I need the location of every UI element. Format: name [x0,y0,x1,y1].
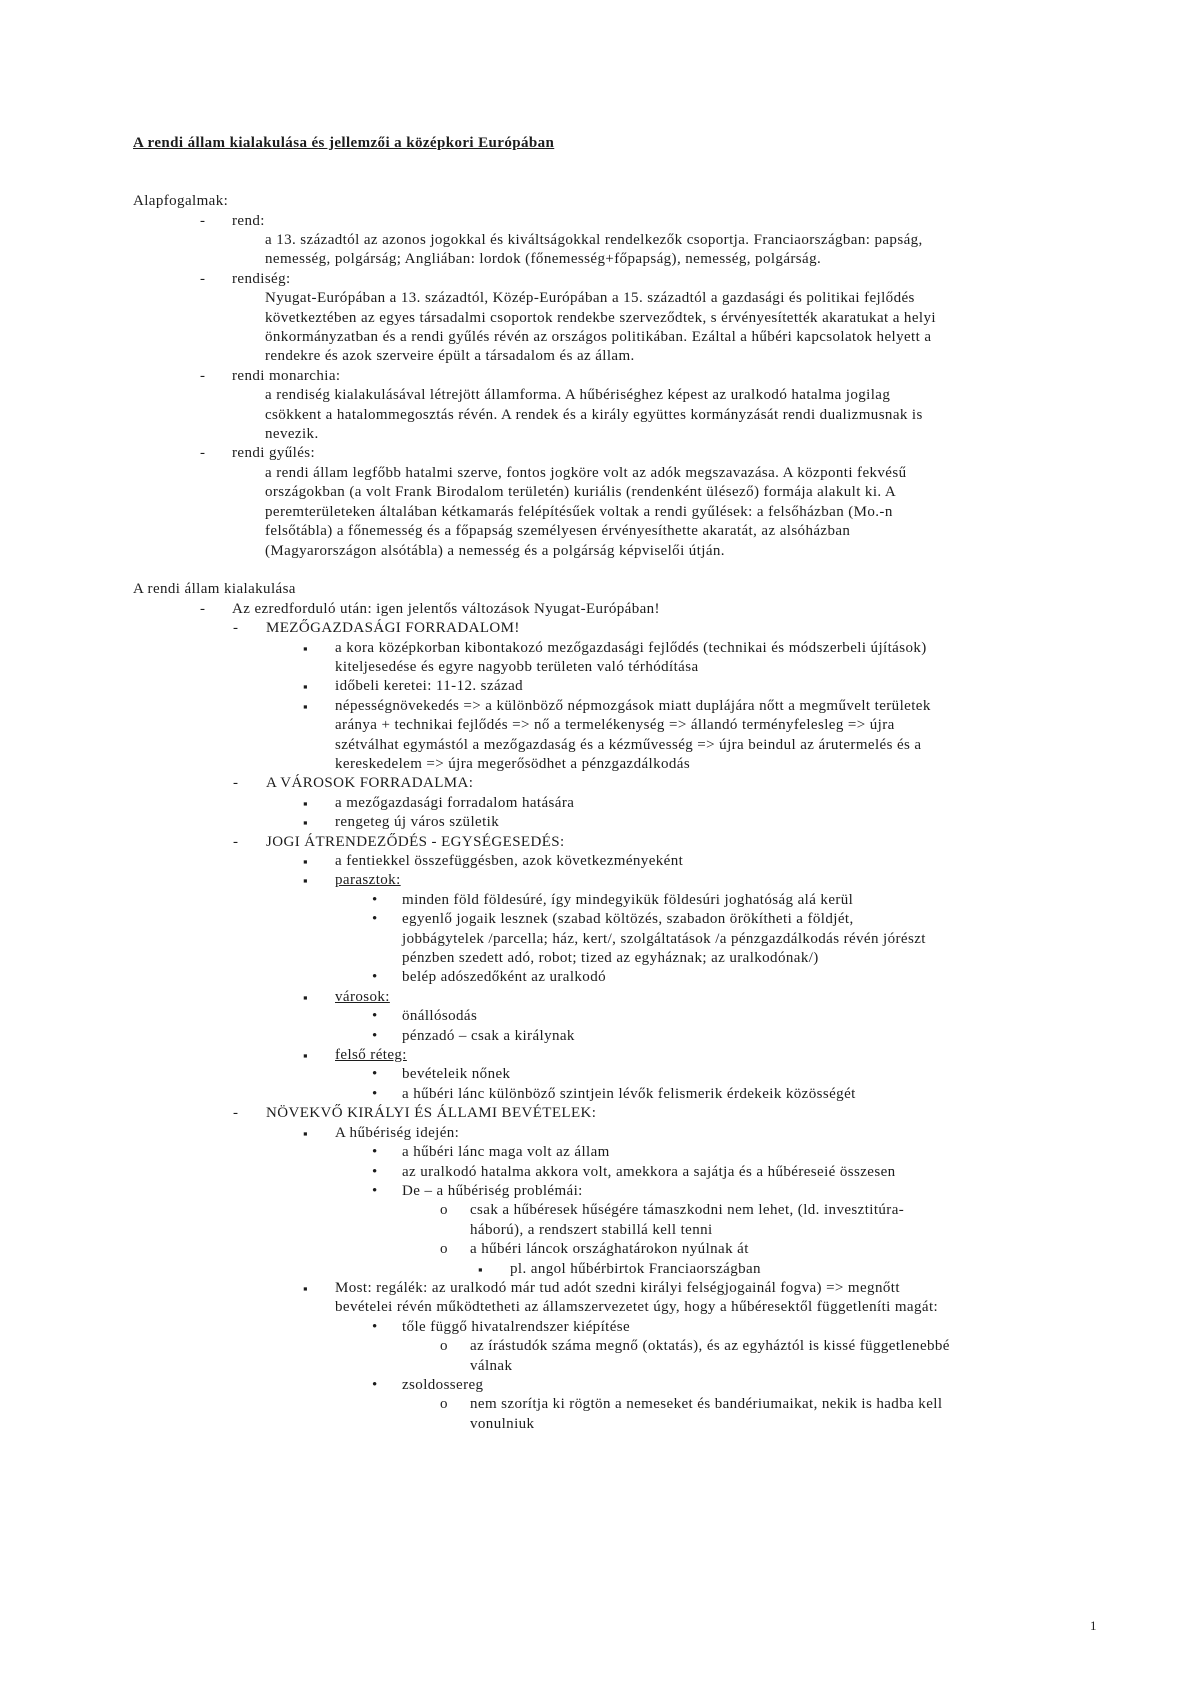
text-line: jobbágytelek /parcella; ház, kert/, szolgáltatások /a pénzgazdálkodás révén jórészt [402,930,926,947]
outline-item [0,1201,1200,1240]
list-bullet: - [200,270,206,287]
text-line: MEZŐGAZDASÁGI FORRADALOM! [266,620,520,637]
outline-item-text [0,677,1200,696]
text-line: A VÁROSOK FORRADALMA: [266,775,474,792]
text-line: pl. angol hűbérbirtok Franciaországban [510,1260,761,1277]
text-line: háború), a rendszert stabillá kell tenni [470,1221,713,1238]
outline-item-text [0,988,1200,1007]
list-bullet: ▪ [303,815,309,831]
definition-line: csökkent a hatalommegosztás révén. A rendek és a király együttes kormányzását rendi dualizmusnak is [265,406,923,423]
list-bullet: • [372,1027,378,1044]
outline-item-text [0,1046,1200,1065]
outline-item [0,1046,1200,1065]
text-line: tőle függő hivatalrendszer kiépítése [402,1318,631,1335]
list-bullet: • [372,891,378,908]
definition-line: a 13. századtól az azonos jogokkal és kiváltságokkal rendelkezők csoportja. Franciaországban: papság, [265,232,923,249]
outline-item [0,1163,1200,1182]
text-line: a mezőgazdasági forradalom hatására [335,794,575,811]
text-line: a fentiekkel összefüggésben, azok következményeként [335,853,684,869]
outline-item-text [0,1065,1200,1084]
outline-item-text [0,1027,1200,1046]
document-title: A rendi állam kialakulása és jellemzői a középkori Európában [133,135,555,151]
formation-outline [0,600,1200,1434]
concept-item [0,444,1200,560]
outline-item [0,813,1200,832]
outline-item-text [0,697,1200,775]
text-line: belép adószedőként az uralkodó [402,969,607,986]
outline-item [0,1027,1200,1046]
page-number: 1 [1090,1618,1097,1633]
definition-line: nemesség, polgárság; Angliában: lordok (főnemesség+főpapság), nemesség, polgárság. [265,251,822,268]
concept-term: rendiség: [232,270,291,287]
definition-line: peremterületeken általában kétkamarás felépítésűek voltak a rendi gyűlések: a felsőházban (Mo.-n [265,503,893,520]
text-line: önállósodás [402,1008,478,1025]
outline-item-text [0,1143,1200,1162]
outline-item-text [0,794,1200,813]
outline-item-text [0,1201,1200,1240]
outline-item [0,968,1200,987]
list-bullet: - [233,833,239,850]
text-line: pénzben szedett adó, robot; tized az egyháznak; az uralkodónak/) [402,950,819,967]
outline-item [0,1065,1200,1084]
outline-item-text [0,1376,1200,1395]
text-line: NÖVEKVŐ KIRÁLYI ÉS ÁLLAMI BEVÉTELEK: [266,1105,597,1122]
text-line: aránya + technikai fejlődés => nő a termelékenység => állandó terményfelesleg => újra [335,717,895,734]
text-line: egyenlő jogaik lesznek (szabad költözés, szabadon örökítheti a földjét, [402,911,854,928]
outline-item-text [0,1085,1200,1104]
list-bullet: - [233,620,239,637]
definition-line: (Magyarországon alsótábla) a nemesség és a polgárság képviselői útján. [265,542,725,559]
outline-item-text [0,1395,1200,1434]
list-bullet: o [440,1396,448,1413]
text-line: a hűbéri lánc különböző szintjein lévők felismerik érdekeik közösségét [402,1085,856,1102]
text-line: időbeli keretei: 11-12. század [335,678,524,695]
list-bullet: • [372,1376,378,1393]
outline-item [0,910,1200,968]
concept-term: rend: [232,212,265,229]
outline-item [0,1337,1200,1376]
outline-item-text [0,833,1200,852]
concept-item [0,367,1200,445]
list-bullet: ▪ [303,873,309,889]
definition-line: felsőtábla) a főnemesség és a főpapság személyesen érvényesíthette akaratát, az alsóházban [265,523,851,540]
text-line: a hűbéri lánc maga volt az állam [402,1144,610,1161]
list-bullet: • [372,1144,378,1161]
outline-item [0,1260,1200,1279]
list-bullet: • [372,1182,378,1199]
text-line: parasztok: [335,872,401,889]
outline-item [0,639,1200,678]
outline-item [0,1240,1200,1259]
section-heading-formation: A rendi állam kialakulása [133,581,296,598]
text-line: minden föld földesúré, így mindegyikük földesúri joghatóság alá kerül [402,891,854,908]
text-line: szétválhat egymástól a mezőgazdaság és a kézművesség => újra beindul az árutermelés és a [335,736,922,753]
list-bullet: - [233,775,239,792]
text-line: a kora középkorban kibontakozó mezőgazdasági fejlődés (technikai és módszerbeli újítások) [335,639,927,656]
list-bullet: ▪ [303,679,309,695]
document-body [0,134,1200,1434]
definition-line: következtében az egyes társadalmi csoportok rendekbe szerveződtek, s érvényesítették akaratukat a helyi [265,309,936,326]
outline-item [0,1085,1200,1104]
outline-item-text [0,813,1200,832]
outline-item [0,774,1200,793]
definition-line: nevezik. [265,426,319,443]
outline-item [0,677,1200,696]
text-line: Az ezredforduló után: igen jelentős változások Nyugat-Európában! [232,600,660,617]
outline-item [0,600,1200,619]
definition-line: a rendi állam legfőbb hatalmi szerve, fontos jogköre volt az adók megszavazása. A központi fekvésű [265,464,907,481]
outline-item [0,794,1200,813]
text-line: népességnövekedés => a különböző népmozgások miatt duplájára nőtt a megművelt területek [335,697,931,714]
list-bullet: o [440,1241,448,1258]
concept-item [0,212,1200,270]
outline-item [0,871,1200,890]
concept-term: rendi monarchia: [232,367,341,384]
outline-item-text [0,891,1200,910]
list-bullet: • [372,1008,378,1025]
outline-item-text [0,1318,1200,1337]
list-bullet: ▪ [303,1125,309,1141]
text-line: válnak [470,1357,513,1374]
outline-item-text [0,600,1200,619]
text-line: zsoldossereg [402,1376,484,1393]
outline-item [0,619,1200,638]
outline-item [0,1395,1200,1434]
text-line: rengeteg új város születik [335,814,500,831]
definition-line: országokban (a volt Frank Birodalom területén) kuriális (rendenként ülésező) formája alakult ki. A [265,484,897,501]
outline-item-text [0,774,1200,793]
text-line: Most: regálék: az uralkodó már tud adót szedni királyi felségjogainál fogva) => megnőtt [335,1279,900,1296]
section-heading-basic-concepts: Alapfogalmak: [133,193,229,210]
outline-item [0,833,1200,852]
definition-line: a rendiség kialakulásával létrejött államforma. A hűbériséghez képest az uralkodó hatalma jogilag [265,387,891,404]
outline-item [0,1124,1200,1143]
list-bullet: • [372,1085,378,1102]
outline-item-text [0,1337,1200,1376]
definition-line: rendekre és azok szerveire épült a társadalom és az állam. [265,348,635,365]
list-bullet: ▪ [303,854,309,869]
list-bullet: - [200,445,206,462]
text-line: az uralkodó hatalma akkora volt, amekkora a sajátja és a hűbéreseié összesen [402,1163,896,1180]
outline-item [0,1104,1200,1123]
outline-item [0,852,1200,871]
text-line: A hűbériség idején: [335,1124,460,1141]
list-bullet: ▪ [303,1048,309,1064]
text-line: pénzadó – csak a királynak [402,1027,575,1044]
outline-item [0,988,1200,1007]
text-line: nem szorítja ki rögtön a nemeseket és bandériumaikat, nekik is hadba kell [470,1396,943,1413]
concept-term: rendi gyűlés: [232,445,316,462]
outline-item-text [0,1163,1200,1182]
list-bullet: - [200,367,206,384]
text-line: a hűbéri láncok országhatárokon nyúlnak át [470,1241,749,1258]
list-bullet: ▪ [478,1261,484,1277]
outline-item [0,1318,1200,1337]
outline-item [0,1182,1200,1201]
concept-item [0,270,1200,367]
outline-item-text [0,1182,1200,1201]
list-bullet: - [200,212,206,229]
outline-item-text [0,1104,1200,1123]
list-bullet: • [372,969,378,986]
text-line: vonulniuk [470,1415,535,1432]
list-bullet: o [440,1338,448,1355]
outline-item-text [0,968,1200,987]
list-bullet: ▪ [303,698,309,714]
outline-item-text [0,1260,1200,1279]
text-line: kiteljesedése és egyre nagyobb területen való térhódítása [335,658,699,675]
outline-item-text [0,910,1200,968]
concept-list [0,212,1200,561]
list-bullet: o [440,1202,448,1219]
text-line: JOGI ÁTRENDEZŐDÉS - EGYSÉGESEDÉS: [266,833,565,850]
text-line: csak a hűbéresek hűségére támaszkodni nem lehet, (ld. invesztitúra- [470,1202,905,1219]
outline-item-text [0,639,1200,678]
list-bullet: • [372,1318,378,1335]
outline-item [0,1007,1200,1026]
text-line: kereskedelem => újra megerősödhet a pénzgazdálkodás [335,755,691,772]
outline-item-text [0,619,1200,638]
list-bullet: • [372,1163,378,1180]
list-bullet: • [372,911,378,928]
list-bullet: ▪ [303,1280,309,1296]
list-bullet: ▪ [303,989,309,1005]
text-line: bevételeik nőnek [402,1066,511,1083]
outline-item-text [0,1279,1200,1318]
definition-line: önkormányzatban és a rendi gyűlés révén az országos politikában. Ezáltal a hűbéri kapcsolatok helyett a [265,329,932,346]
text-line: felső réteg: [335,1047,407,1064]
outline-item-text [0,1240,1200,1259]
outline-item [0,891,1200,910]
text-line: az írástudók száma megnő (oktatás), és az egyháztól is kissé függetlenebbé [470,1338,950,1355]
text-line: De – a hűbériség problémái: [402,1182,583,1199]
outline-item-text [0,1007,1200,1026]
list-bullet: ▪ [303,640,309,656]
outline-item [0,1279,1200,1318]
outline-item [0,1143,1200,1162]
outline-item [0,1376,1200,1395]
list-bullet: - [233,1105,239,1122]
outline-item-text [0,871,1200,890]
definition-line: Nyugat-Európában a 13. századtól, Közép-Európában a 15. századtól a gazdasági és politikai fejlődés [265,290,915,307]
list-bullet: - [200,600,206,617]
outline-item-text [0,1124,1200,1143]
text-line: bevételei révén működtetheti az államszervezetet úgy, hogy a hűbéresektől függetleníti magát: [335,1299,939,1316]
text-line: városok: [335,988,390,1005]
list-bullet: • [372,1066,378,1083]
outline-item [0,697,1200,775]
outline-item-text [0,852,1200,871]
list-bullet: ▪ [303,795,309,811]
